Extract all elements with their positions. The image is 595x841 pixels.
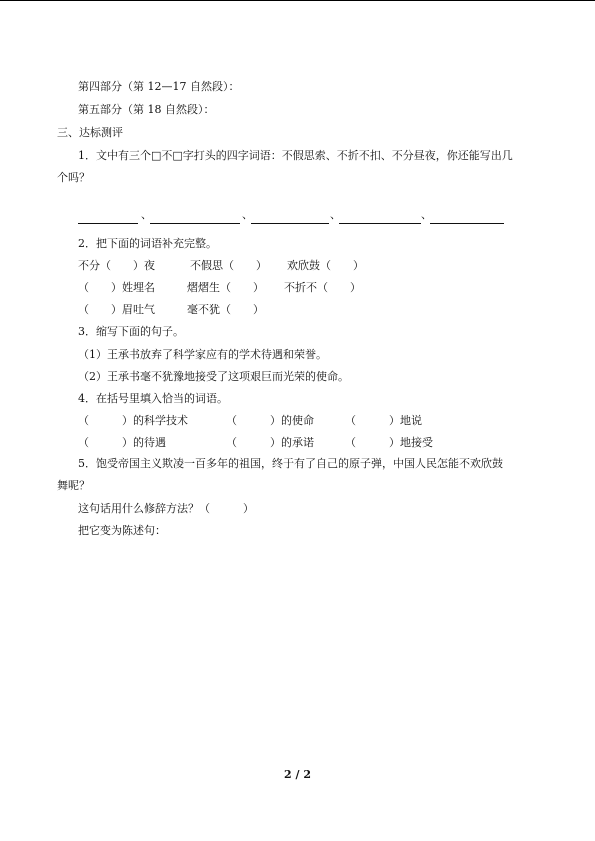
fill-phrase-item: （ ）地说 (345, 414, 422, 427)
fill-word-item: 不折不（ ） (284, 281, 361, 294)
fill-word-item: 毫不犹（ ） (187, 303, 264, 316)
separator: 、 (330, 208, 341, 221)
question-5-text-cont: 舞呢？ (57, 479, 90, 492)
part-five-line: 第五部分（第 18 自然段）： (78, 103, 215, 116)
part-four-line: 第四部分（第 12—17 自然段）： (78, 80, 240, 93)
fill-word-item: 熠熠生（ ） (187, 281, 264, 294)
fill-word-item: 不假思（ ） (190, 259, 267, 272)
fill-phrase-item: （ ）的承诺 (226, 436, 314, 449)
answer-blank[interactable] (150, 223, 240, 224)
question-4-text: 4．在括号里填入恰当的词语。 (78, 392, 228, 405)
page-number: 2 / 2 (284, 768, 311, 781)
fill-word-item: 欢欣鼓（ ） (287, 259, 364, 272)
declarative-instruction: 把它变为陈述句： (78, 524, 166, 537)
section-three-heading: 三、达标测评 (57, 126, 123, 139)
fill-word-item: （ ）眉吐气 (78, 303, 155, 316)
fill-word-item: （ ）姓埋名 (78, 281, 155, 294)
separator: 、 (141, 208, 152, 221)
rhetoric-question: 这句话用什么修辞方法？（ ） (78, 502, 254, 515)
question-1-text-cont: 个吗？ (57, 171, 90, 184)
question-3-text: 3．缩写下面的句子。 (78, 325, 184, 338)
question-2-text: 2．把下面的词语补充完整。 (78, 237, 217, 250)
answer-blank[interactable] (430, 223, 504, 224)
sentence-1: （1）王承书放弃了科学家应有的学术待遇和荣誉。 (78, 348, 327, 361)
question-5-text: 5．饱受帝国主义欺凌一百多年的祖国，终于有了自己的原子弹，中国人民怎能不欢欣鼓 (78, 457, 503, 470)
fill-phrase-item: （ ）地接受 (345, 436, 433, 449)
fill-phrase-item: （ ）的科学技术 (78, 414, 188, 427)
fill-phrase-item: （ ）的使命 (226, 414, 314, 427)
question-1-text: 1．文中有三个□不□字打头的四字词语：不假思索、不折不扣、不分昼夜，你还能写出几 (78, 149, 513, 162)
separator: 、 (421, 208, 432, 221)
sentence-2: （2）王承书毫不犹豫地接受了这项艰巨而光荣的使命。 (78, 370, 349, 383)
fill-phrase-item: （ ）的待遇 (78, 436, 166, 449)
answer-blank[interactable] (339, 223, 421, 224)
top-border-rule (0, 0, 595, 1)
fill-word-item: 不分（ ）夜 (78, 259, 155, 272)
answer-blank[interactable] (251, 223, 329, 224)
answer-blank[interactable] (78, 223, 138, 224)
separator: 、 (242, 208, 253, 221)
